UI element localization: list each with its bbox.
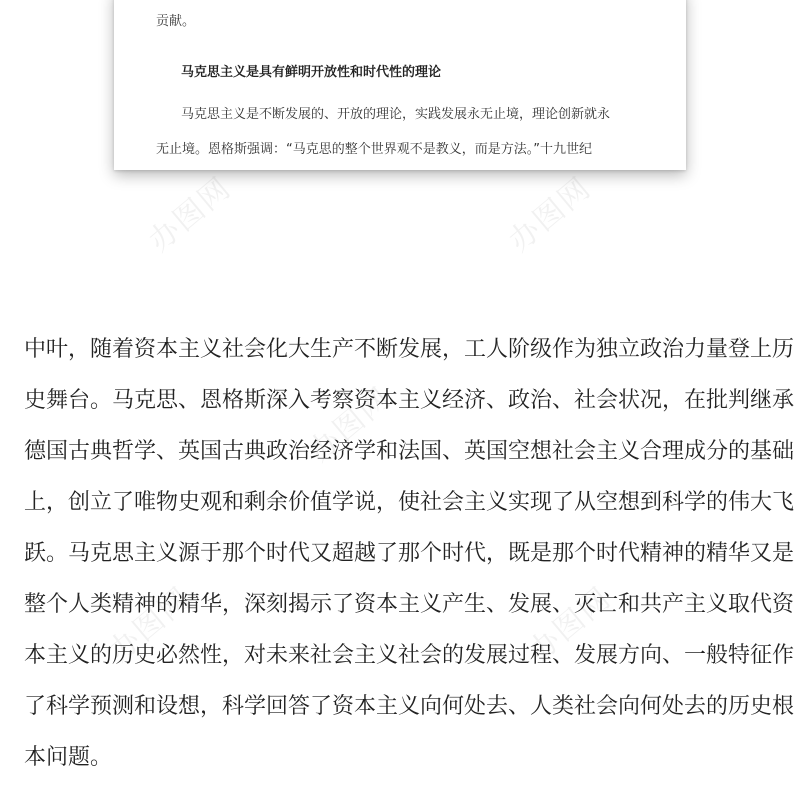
watermark-4: 办图网: [102, 580, 199, 669]
body-line: 德国古典哲学、英国古典政治经济学和法国、英国空想社会主义合理成分的基础: [24, 439, 795, 464]
body-line: 上，创立了唯物史观和剩余价值学说，使社会主义实现了从空想到科学的伟大飞: [24, 490, 795, 515]
doc-text-line: 马克思主义是不断发展的、开放的理论，实践发展永无止境，理论创新就永: [181, 107, 611, 122]
watermark-2: 办图网: [502, 170, 599, 259]
body-line: 史舞台。马克思、恩格斯深入考察资本主义经济、政治、社会状况，在批判继承: [24, 388, 795, 413]
watermark-5: 办图网: [522, 580, 619, 669]
doc-text-line: 无止境。恩格斯强调：“马克思的整个世界观不是教义，而是方法。”十九世纪: [156, 142, 592, 157]
body-line: 中叶，随着资本主义社会化大生产不断发展，工人阶级作为独立政治力量登上历: [24, 337, 795, 362]
doc-text-line: 贡献。: [156, 14, 196, 29]
watermark-1: 办图网: [142, 170, 239, 259]
body-line: 了科学预测和设想，科学回答了资本主义向何处去、人类社会向何处去的历史根: [24, 694, 795, 719]
body-line: 整个人类精神的精华，深刻揭示了资本主义产生、发展、灭亡和共产主义取代资: [24, 592, 795, 617]
body-line: 本主义的历史必然性，对未来社会主义社会的发展过程、发展方向、一般特征作: [24, 643, 795, 668]
doc-section-heading: 马克思主义是具有鲜明开放性和时代性的理论: [181, 65, 442, 80]
watermark-3: 办图网: [302, 380, 399, 469]
body-paragraph: [24, 324, 795, 783]
body-line: 本问题。: [24, 745, 113, 770]
document-preview-card: [114, 0, 686, 170]
body-line: 跃。马克思主义源于那个时代又超越了那个时代，既是那个时代精神的精华又是: [24, 541, 795, 566]
